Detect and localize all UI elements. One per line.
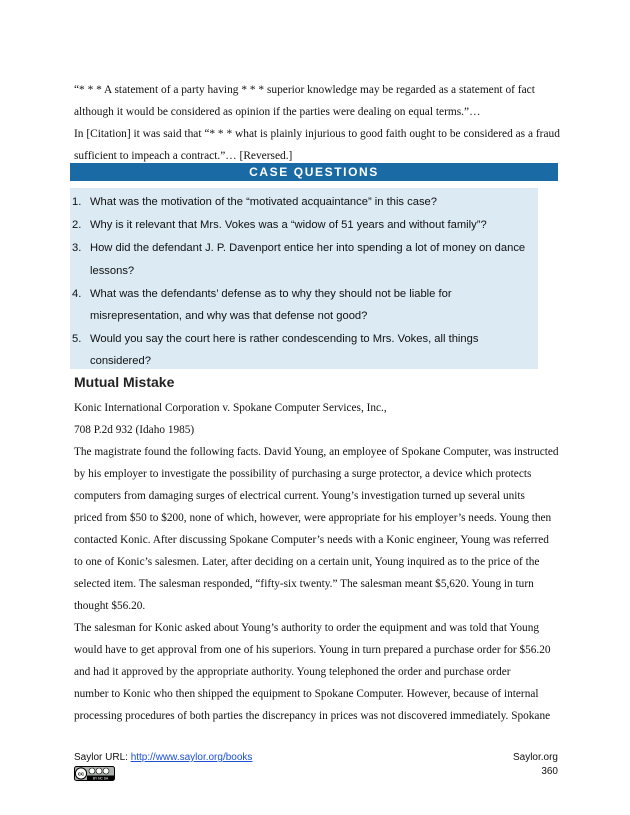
text-line: “* * * A statement of a party having * * * superior knowledge may be regarded as a statement of fact: [74, 84, 535, 96]
footer-site: Saylor.org: [512, 752, 558, 763]
question-number: 5.: [72, 333, 82, 345]
footer-url-row: [74, 752, 252, 763]
text-line: processing procedures of both parties the discrepancy in prices was not discovered immediately. Spokane: [74, 710, 551, 722]
text-line: to one of Konic’s salesmen. Later, after deciding on a certain unit, Young inquired as to the price of the: [74, 556, 540, 568]
text-line: contacted Konic. After discussing Spokane Computer’s needs with a Konic engineer, Young was referred: [74, 534, 549, 546]
text-line: thought $56.20.: [74, 600, 146, 612]
text-line: although it would be considered as opinion if the parties were dealing on equal terms.”…: [74, 106, 481, 118]
question-text: What was the defendants’ defense as to why they should not be liable for: [90, 288, 452, 300]
footer-url-label: Saylor URL:: [74, 752, 131, 763]
text-line: The magistrate found the following facts. David Young, an employee of Spokane Computer, was instructed: [74, 446, 559, 458]
question-number: 1.: [72, 196, 82, 208]
creative-commons-icon: [74, 766, 115, 781]
question-number: 3.: [72, 242, 82, 254]
question-text: considered?: [90, 355, 151, 367]
question-text: How did the defendant J. P. Davenport entice her into spending a lot of money on dance: [90, 242, 526, 254]
text-line: In [Citation] it was said that “* * * what is plainly injurious to good faith ought to be considered as a fraud: [74, 128, 560, 140]
text-line: and had it approved by the appropriate authority. Young telephoned the order and purchase order: [74, 666, 511, 678]
text-line: priced from $50 to $200, none of which, however, were appropriate for his employer’s needs. Young then: [74, 512, 552, 524]
question-text: lessons?: [90, 265, 135, 277]
text-line: selected item. The salesman responded, “fifty-six twenty.” The salesman meant $5,620. Young in turn: [74, 578, 534, 590]
footer-url-link[interactable]: http://www.saylor.org/books: [130, 752, 253, 763]
text-line: by his employer to investigate the possibility of purchasing a surge protector, a device which protects: [74, 468, 532, 480]
text-line: would have to get approval from one of his superiors. Young in turn prepared a purchase order for $56.20: [74, 644, 551, 656]
text-line: 708 P.2d 932 (Idaho 1985): [74, 424, 195, 436]
question-text: What was the motivation of the “motivated acquaintance” in this case?: [90, 196, 437, 208]
text-line: The salesman for Konic asked about Young’s authority to order the equipment and was told that Young: [74, 622, 539, 634]
question-text: Would you say the court here is rather condescending to Mrs. Vokes, all things: [90, 333, 479, 345]
case-questions-header: CASE QUESTIONS: [70, 163, 558, 181]
question-text: Why is it relevant that Mrs. Vokes was a “widow of 51 years and without family”?: [90, 219, 487, 231]
page-number: 360: [541, 766, 558, 777]
question-number: 4.: [72, 288, 82, 300]
text-line: computers from damaging surges of electrical current. Young’s investigation turned up several units: [74, 490, 525, 502]
svg-text:cc: cc: [77, 771, 85, 778]
text-line: sufficient to impeach a contract.”… [Reversed.]: [74, 150, 293, 162]
text-line: number to Konic who then shipped the equipment to Spokane Computer. However, because of internal: [74, 688, 539, 700]
cc-badge-text: BY NC SA: [92, 776, 109, 781]
text-line: Konic International Corporation v. Spokane Computer Services, Inc.,: [74, 402, 387, 414]
question-number: 2.: [72, 219, 82, 231]
question-text: misrepresentation, and why was that defense not good?: [90, 310, 368, 322]
section-heading: Mutual Mistake: [74, 374, 175, 390]
